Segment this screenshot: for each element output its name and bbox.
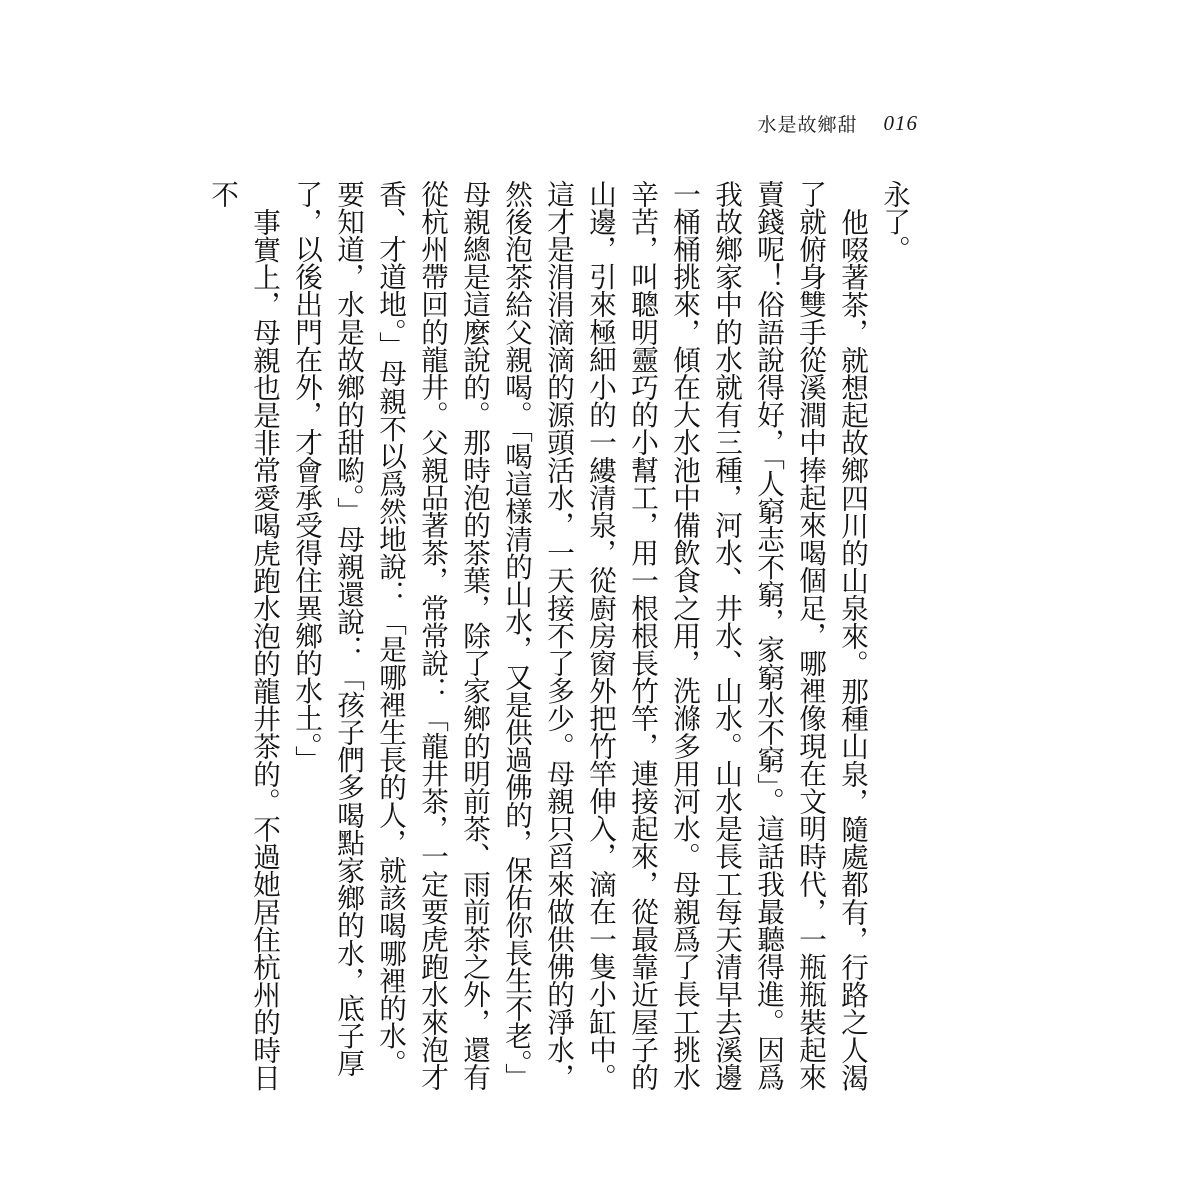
running-header: [757, 108, 918, 138]
paragraph: 他啜著茶，就想起故鄉四川的山泉來。那種山泉，隨處都有，行路之人渴了就俯身雙手從溪澗中捧起來喝個足，哪裡像現在文明時代，一瓶瓶裝起來賣錢呢！俗語說得好，「人窮志不窮，家窮水不窮」。這話我最聽得進。因爲我故鄉家中的水就有三種，河水、井水、山水。山水是長工每天清早去溪邊一桶桶挑來，傾在大水池中備飲食之用，洗滌多用河水。母親爲了長工挑水辛苦，叫聰明靈巧的小幫工，用一根根長竹竿，連接起來，從最靠近屋子的山邊，引來極細小的一縷清泉，從廚房窗外把竹竿伸入，滴在一隻小缸中。這才是涓涓滴滴的源頭活水，一天接不了多少。母親只舀來做供佛的淨水，然後泡茶給父親喝。「喝這樣清的山水，又是供過佛的，保佑你長生不老。」母親總是這麼說的。那時泡的茶葉，除了家鄉的明前茶、雨前茶之外，還有從杭州帶回的龍井。父親品著茶，常常說：「龍井茶，一定要虎跑水來泡才香、才道地。」母親不以爲然地說：「是哪裡生長的人，就該喝哪裡的水。要知道，水是故鄉的甜喲。」母親還說：「孩子們多喝點家鄉的水，底子厚了，以後出門在外，才會承受得住異鄉的水土。」: [290, 180, 869, 1091]
paragraph: 事實上，母親也是非常愛喝虎跑水泡的龍井茶的。不過她居住杭州的時日不: [206, 180, 281, 1091]
chapter-title: 水是故鄉甜: [757, 113, 858, 136]
page-number: 016: [883, 110, 918, 135]
paragraph-continuation: 永了。: [878, 180, 911, 263]
vertical-text-body: [206, 180, 915, 1100]
